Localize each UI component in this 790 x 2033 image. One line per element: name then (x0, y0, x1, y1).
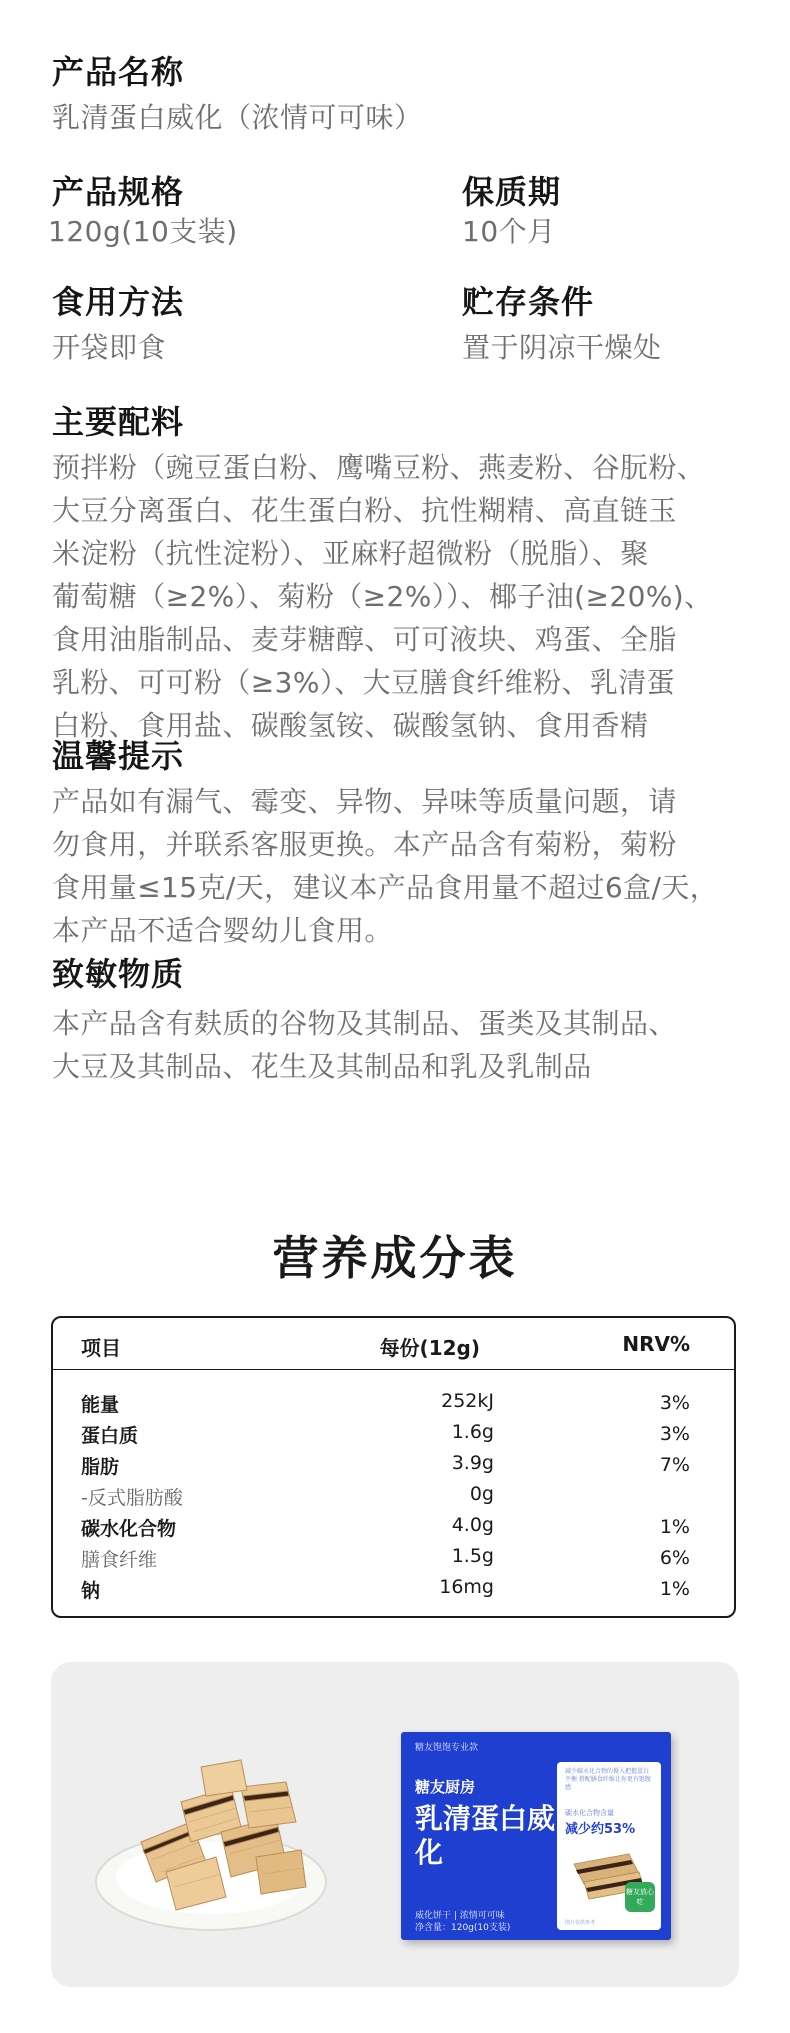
row-nrv: 1% (659, 1578, 690, 1600)
row-nrv: 7% (659, 1454, 690, 1476)
shelf-life-value: 10个月 (462, 215, 556, 248)
row-name: -反式脂肪酸 (81, 1487, 183, 1509)
ingredients-line: 白粉、食用盐、碳酸氢铵、碳酸氢钠、食用香精 (52, 709, 649, 742)
ingredients-text (52, 446, 752, 747)
row-name: 钠 (81, 1580, 101, 1602)
card-headline: 减少约53% (565, 1822, 636, 1837)
row-nrv: 6% (659, 1547, 690, 1569)
product-name-value: 乳清蛋白威化（浓情可可味） (52, 101, 423, 134)
storage-block (462, 282, 662, 368)
usage-block (52, 282, 184, 368)
row-amount: 16mg (439, 1576, 494, 1598)
tips-block (52, 736, 752, 952)
certified-badge: 糖友放心吃 (625, 1882, 655, 1912)
ingredients-line: 食用油脂制品、麦芽糖醇、可可液块、鸡蛋、全脂 (52, 623, 677, 656)
ingredients-line: 预拌粉（豌豆蛋白粉、鹰嘴豆粉、燕麦粉、谷朊粉、 (52, 451, 706, 484)
header-item: 项目 (81, 1336, 121, 1360)
allergens-line: 本产品含有麸质的谷物及其制品、蛋类及其制品、 (52, 1007, 677, 1040)
allergens-text (52, 1002, 752, 1088)
tips-line: 本产品不适合婴幼儿食用。 (52, 914, 393, 947)
card-label: 碳水化合物含量 (565, 1809, 614, 1817)
package-info-card (557, 1762, 661, 1930)
card-footer: 图片仅供参考 (565, 1920, 596, 1926)
header-per-serving: 每份(12g) (379, 1336, 480, 1360)
row-amount: 4.0g (451, 1514, 494, 1536)
package-top-text: 糖友饱饱专业款 (415, 1743, 479, 1753)
product-name-block (52, 52, 423, 138)
spec-label: 产品规格 (52, 173, 185, 211)
nutrition-row-carbs (53, 1510, 734, 1541)
row-amount: 1.6g (451, 1421, 494, 1443)
shelf-life-block (462, 172, 561, 252)
product-name-label: 产品名称 (52, 53, 185, 91)
row-nrv: 3% (659, 1392, 690, 1414)
ingredients-block (52, 402, 752, 747)
tips-line: 产品如有漏气、霉变、异物、异味等质量问题，请 (52, 785, 677, 818)
tips-label: 温馨提示 (52, 737, 185, 775)
package-subtitle (415, 1910, 510, 1934)
ingredients-label: 主要配料 (52, 403, 185, 441)
ingredients-line: 大豆分离蛋白、花生蛋白粉、抗性糊精、高直链玉 (52, 494, 677, 527)
allergens-line: 大豆及其制品、花生及其制品和乳及乳制品 (52, 1050, 592, 1083)
spec-value: 120g(10支装) (48, 215, 238, 248)
nutrition-row-energy (53, 1386, 734, 1417)
row-name: 脂肪 (81, 1456, 120, 1478)
row-nrv: 1% (659, 1516, 690, 1538)
allergens-label: 致敏物质 (52, 955, 185, 993)
spec-block (48, 172, 238, 252)
usage-label: 食用方法 (52, 283, 185, 321)
product-photo (51, 1662, 739, 1987)
allergens-block (52, 954, 752, 1088)
nutrition-title: 营养成分表 (272, 1231, 518, 1285)
tips-line: 食用量≤15克/天，建议本产品食用量不超过6盒/天， (52, 871, 719, 904)
ingredients-line: 米淀粉（抗性淀粉）、亚麻籽超微粉（脱脂）、聚 (52, 537, 649, 570)
storage-label: 贮存条件 (462, 283, 595, 321)
nutrition-table (51, 1316, 736, 1618)
row-amount: 1.5g (451, 1545, 494, 1567)
nutrition-header-row (53, 1318, 734, 1370)
nutrition-row-trans-fat (53, 1479, 734, 1510)
package-weight: 净含量：120g(10支装) (415, 1923, 511, 1933)
nutrition-row-fiber (53, 1541, 734, 1572)
nutrition-row-sodium (53, 1572, 734, 1603)
row-amount: 252kJ (441, 1390, 494, 1412)
card-note: 减少碳水化合物的摄入把握蛋白平衡 搭配膳食纤维让你更有饱腹感 (565, 1768, 651, 1791)
package-brand: 糖友厨房 (415, 1778, 476, 1796)
tips-line: 勿食用，并联系客服更换。本产品含有菊粉，菊粉 (52, 828, 677, 861)
product-package (401, 1732, 671, 1940)
nutrition-row-protein (53, 1417, 734, 1448)
row-name: 碳水化合物 (81, 1518, 177, 1540)
shelf-life-label: 保质期 (462, 173, 562, 211)
row-name: 能量 (81, 1394, 120, 1416)
header-nrv: NRV% (622, 1332, 690, 1356)
nutrition-row-fat (53, 1448, 734, 1479)
row-nrv: 3% (659, 1423, 690, 1445)
ingredients-line: 葡萄糖（≥2%）、菊粉（≥2%））、椰子油(≥20%)、 (52, 580, 713, 613)
tips-text (52, 780, 752, 952)
row-amount: 3.9g (451, 1452, 494, 1474)
row-amount: 0g (469, 1483, 494, 1505)
row-name: 膳食纤维 (81, 1549, 158, 1571)
package-flavor: 威化饼干 | 浓情可可味 (415, 1911, 505, 1921)
row-name: 蛋白质 (81, 1425, 139, 1447)
storage-value: 置于阴凉干燥处 (462, 331, 662, 364)
package-product-name: 乳清蛋白威化 (415, 1802, 556, 1869)
wafer-plate-illustration (71, 1682, 371, 1982)
usage-value: 开袋即食 (52, 331, 167, 364)
ingredients-line: 乳粉、可可粉（≥3%）、大豆膳食纤维粉、乳清蛋 (52, 666, 676, 699)
